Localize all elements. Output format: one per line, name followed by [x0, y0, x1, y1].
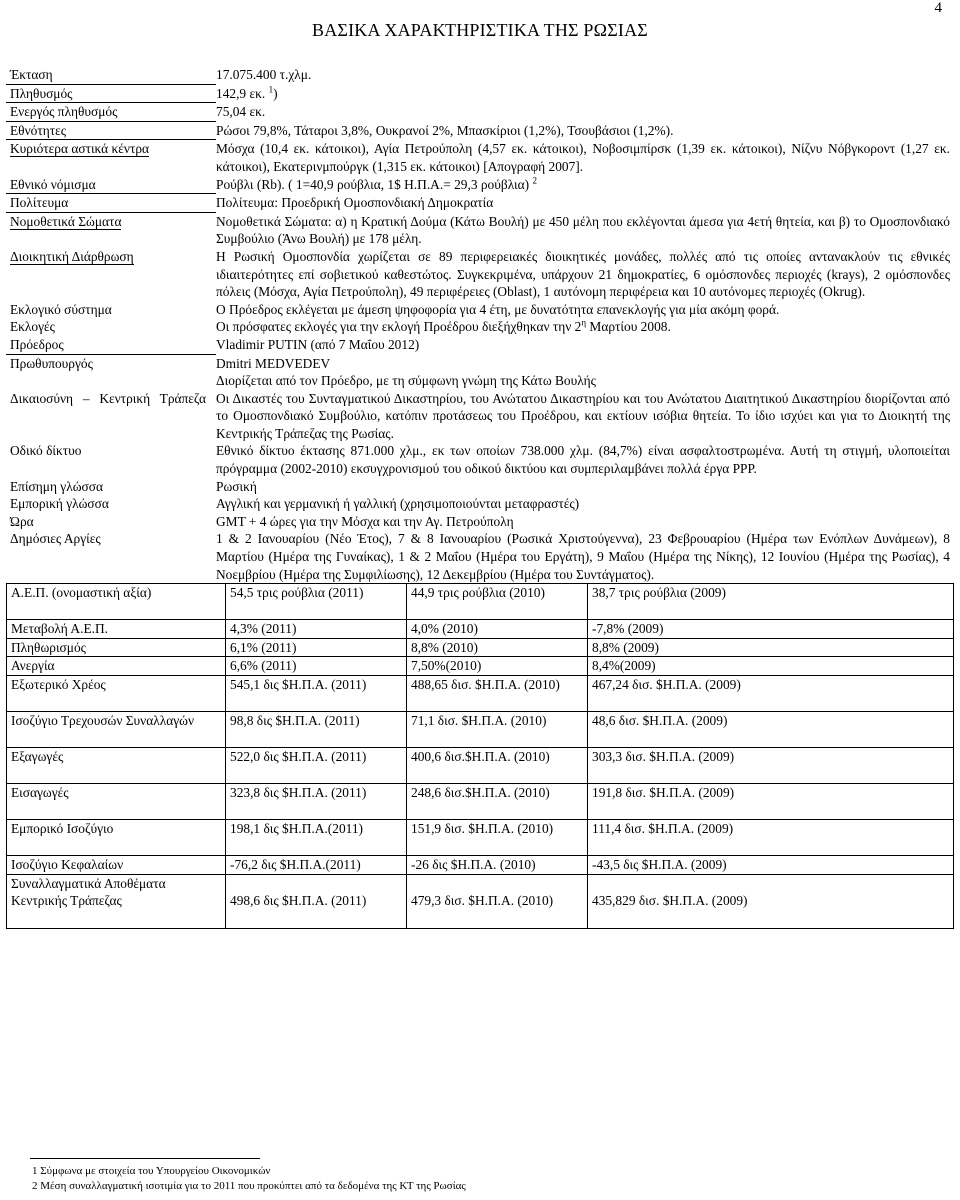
- economy-label: Εισαγωγές: [7, 784, 226, 820]
- economy-value-2010: 248,6 δισ.$Η.Π.Α. (2010): [407, 784, 588, 820]
- fact-label: Εθνότητες: [6, 122, 216, 141]
- fact-value: Η Ρωσική Ομοσπονδία χωρίζεται σε 89 περιφερειακές διοικητικές μονάδες, πολλές από τις οποίες αντανακλούν τις εθνικές ιδιαιτερότητες επί σοβιετικού καθεστώτος. Συγκεκριμένα, υπάρχουν 21 δημοκρατίες, 6 ομόσπονδες περιοχές (krays), 2 ομόσπονδες πόλεις (Μόσχα, Αγία Πετρούπολη), 49 περιφέρειες (Oblast), 1 αυτόνομη περιφέρεια και 10 αυτόνομες περιοχές (Okrug).: [216, 248, 950, 300]
- fact-label: Δικαιοσύνη – Κεντρική Τράπεζα: [10, 390, 206, 406]
- fact-value: 75,04 εκ.: [216, 104, 266, 120]
- fact-label: Διοικητική Διάρθρωση: [10, 248, 134, 264]
- economy-value-2010: 151,9 δισ. $Η.Π.Α. (2010): [407, 820, 588, 856]
- fact-row-active-population: [6, 103, 954, 122]
- economy-value-2010: 4,0% (2010): [407, 620, 588, 639]
- economy-value-2009: 38,7 τρις ρούβλια (2009): [588, 584, 954, 620]
- fact-label: Εθνικό νόμισμα: [6, 176, 216, 195]
- footnote-ref: 2: [532, 175, 537, 186]
- fact-label: Εκλογικό σύστημα: [10, 301, 112, 317]
- economy-row: [7, 638, 954, 657]
- fact-label: Πολίτευμα: [6, 194, 216, 213]
- economy-value-2011: 4,3% (2011): [226, 620, 407, 639]
- economy-row: [7, 657, 954, 676]
- economy-value-2011: 522,0 δις $Η.Π.Α. (2011): [226, 748, 407, 784]
- economy-value-2010: 479,3 δισ. $Η.Π.Α. (2010): [407, 874, 588, 928]
- fact-value: Οι πρόσφατες εκλογές για την εκλογή Προέδρου διεξήχθηκαν την $2^\eta$ Μαρτίου 2008.: [216, 317, 671, 335]
- economy-label: Συναλλαγματικά Αποθέματα Κεντρικής Τράπεζας: [7, 874, 226, 928]
- fact-value: Vladimir PUTIN (από 7 Μαΐου 2012): [216, 336, 420, 352]
- economy-value-2011: 54,5 τρις ρούβλια (2011): [226, 584, 407, 620]
- fact-row-ethnicities: [6, 122, 954, 141]
- fact-value: Εθνικό δίκτυο έκτασης 871.000 χλμ., εκ των οποίων 738.000 χλμ. (84,7%) είναι ασφαλτοστρωμένα. Αυτή τη στιγμή, υλοποιείται πρόγραμμα (2002-2010) εκσυγχρονισμού του οδικού δικτύου και συμπεριλαμβάνει πολλά έργα PPP.: [216, 443, 950, 477]
- economy-value-2010: 488,65 δισ. $Η.Π.Α. (2010): [407, 676, 588, 712]
- fact-value: Ρώσοι 79,8%, Τάταροι 3,8%, Ουκρανοί 2%, Μπασκίριοι (1,2%), Τσουβάσιοι (1,2%).: [216, 122, 674, 138]
- economy-value-2010: 8,8% (2010): [407, 638, 588, 657]
- fact-value: GMT + 4 ώρες για την Μόσχα και την Αγ. Πετρούπολη: [216, 513, 514, 529]
- fact-value: Dmitri MEDVEDEV: [216, 355, 331, 371]
- economy-label: Εμπορικό Ισοζύγιο: [7, 820, 226, 856]
- economy-value-2009: 8,4%(2009): [588, 657, 954, 676]
- fact-row-regime: [6, 194, 954, 213]
- fact-row-road-network: [6, 442, 954, 477]
- fact-value: 142,9 εκ. $^1$): [216, 84, 278, 101]
- economy-row: [7, 748, 954, 784]
- page-number: 4: [934, 0, 942, 16]
- fact-label: Πρόεδρος: [6, 336, 216, 355]
- footnotes: [32, 1164, 466, 1194]
- economy-value-2010: 71,1 δισ. $Η.Π.Α. (2010): [407, 712, 588, 748]
- page-title: ΒΑΣΙΚΑ ΧΑΡΑΚΤΗΡΙΣΤΙΚΑ ΤΗΣ ΡΩΣΙΑΣ: [312, 20, 648, 40]
- economy-row: [7, 856, 954, 875]
- fact-label: Επίσημη γλώσσα: [10, 478, 103, 494]
- fact-value: Ο Πρόεδρος εκλέγεται με άμεση ψηφοφορία για 4 έτη, με δυνατότητα επανεκλογής για μία ακόμη φορά.: [216, 301, 780, 317]
- economy-label: Ανεργία: [7, 657, 226, 676]
- economy-value-2011: 323,8 δις $Η.Π.Α. (2011): [226, 784, 407, 820]
- economy-value-2009: 467,24 δισ. $Η.Π.Α. (2009): [588, 676, 954, 712]
- economy-label: Μεταβολή Α.Ε.Π.: [7, 620, 226, 639]
- fact-label: Κυριότερα αστικά κέντρα: [10, 141, 150, 157]
- fact-label: Ώρα: [10, 513, 34, 529]
- fact-value: 17.075.400 τ.χλμ.: [216, 67, 312, 82]
- fact-value: Οι Δικαστές του Συνταγματικού Δικαστηρίου, του Ανώτατου Δικαστηρίου και του Ανώτατου Διαιτητικού Δικαστηρίου διορίζονται από το Ομοσπονδιακό Συμβούλιο, κατόπιν προτάσεως του Προέδρου, και εκτίουν ισόβια θητεία. Το ίδιο ισχύει και για το Διοικητή της Κεντρικής Τράπεζας της Ρωσίας.: [216, 390, 950, 441]
- economy-value-2009: 435,829 δισ. $Η.Π.Α. (2009): [588, 874, 954, 928]
- fact-row-business-language: [6, 495, 954, 513]
- fact-label: Εκλογές: [10, 319, 55, 335]
- fact-label: Οδικό δίκτυο: [10, 443, 82, 459]
- economy-label: Εξαγωγές: [7, 748, 226, 784]
- economy-value-2011: 6,1% (2011): [226, 638, 407, 657]
- fact-value: Αγγλική και γερμανική ή γαλλική (χρησιμοποιούνται μεταφραστές): [216, 496, 580, 512]
- footnote: 2 Μέση συναλλαγματική ισοτιμία για το 2011 που προκύπτει από τα δεδομένα της ΚΤ της Ρωσίας: [32, 1180, 466, 1192]
- fact-value: Ρωσική: [216, 478, 257, 494]
- economy-label: Ισοζύγιο Τρεχουσών Συναλλαγών: [7, 712, 226, 748]
- economy-value-2010: 44,9 τρις ρούβλια (2010): [407, 584, 588, 620]
- economy-label: Α.Ε.Π. (ονομαστική αξία): [7, 584, 226, 620]
- economy-row: [7, 784, 954, 820]
- fact-row-time: [6, 513, 954, 531]
- fact-row-holidays: [6, 530, 954, 583]
- fact-value: 1 & 2 Ιανουαρίου (Νέο Έτος), 7 & 8 Ιανουαρίου (Ρωσικά Χριστούγεννα), 23 Φεβρουαρίου (Ημέρα των Ενόπλων Δυνάμεων), 8 Μαρτίου (Ημέρα της Γυναίκας), 1 & 2 Μαΐου (Ημέρα του Εργάτη), 9 Μαΐου (Ημέρα της Νίκης), 12 Ιουνίου (Ημέρα της Ρωσίας), 4 Νοεμβρίου (Ημέρα της Συμφιλίωσης), 12 Δεκεμβρίου (Ημέρα του Συντάγματος).: [216, 531, 950, 582]
- fact-row-administration: [6, 248, 954, 301]
- fact-label: Ενεργός πληθυσμός: [6, 103, 216, 122]
- superscript: η: [581, 317, 587, 328]
- economy-value-2009: 111,4 δισ. $Η.Π.Α. (2009): [588, 820, 954, 856]
- fact-row-electoral-system: [6, 301, 954, 319]
- fact-label: Νομοθετικά Σώματα: [10, 213, 122, 229]
- footnote-ref: 1: [268, 84, 274, 95]
- economy-value-2009: 303,3 δισ. $Η.Π.Α. (2009): [588, 748, 954, 784]
- fact-row-cities: [6, 140, 954, 175]
- fact-label: Εμπορική γλώσσα: [10, 496, 109, 512]
- economy-value-2009: 48,6 δισ. $Η.Π.Α. (2009): [588, 712, 954, 748]
- economy-label: Ισοζύγιο Κεφαλαίων: [7, 856, 226, 875]
- fact-value: Διορίζεται από τον Πρόεδρο, με τη σύμφωνη γνώμη της Κάτω Βουλής: [216, 373, 596, 389]
- fact-row-pm-note: [6, 372, 954, 390]
- economy-value-2010: 400,6 δισ.$Η.Π.Α. (2010): [407, 748, 588, 784]
- fact-label: Πρωθυπουργός: [10, 355, 93, 371]
- economy-value-2011: 6,6% (2011): [226, 657, 407, 676]
- fact-value: Ρούβλι (Rb). ( 1=40,9 ρούβλια, 1$ Η.Π.Α.= 29,3 ρούβλια) $^2$: [216, 175, 537, 192]
- fact-row-prime-minister: [6, 355, 954, 373]
- economy-row: [7, 820, 954, 856]
- economy-value-2009: -43,5 δις $Η.Π.Α. (2009): [588, 856, 954, 875]
- footnote-divider: [30, 1158, 260, 1159]
- economy-row: [7, 620, 954, 639]
- economy-row: [7, 584, 954, 620]
- fact-value: Νομοθετικά Σώματα: α) η Κρατική Δούμα (Κάτω Βουλή) με 450 μέλη που εκλέγονται άμεσα για 4ετή θητεία, και β) το Ομοσπονδιακό Συμβούλιο (Άνω Βουλή) με 178 μέλη.: [216, 213, 950, 247]
- fact-row-official-language: [6, 478, 954, 496]
- fact-value: Πολίτευμα: Προεδρική Ομοσπονδιακή Δημοκρατία: [216, 195, 494, 211]
- economy-row: [7, 874, 954, 928]
- fact-row-elections: [6, 318, 954, 336]
- economy-value-2011: 198,1 δις $Η.Π.Α.(2011): [226, 820, 407, 856]
- economy-row: [7, 676, 954, 712]
- economy-value-2010: -26 δις $Η.Π.Α. (2010): [407, 856, 588, 875]
- economy-value-2011: 98,8 δις $Η.Π.Α. (2011): [226, 712, 407, 748]
- economy-value-2011: 498,6 δις $Η.Π.Α. (2011): [226, 874, 407, 928]
- economy-value-2011: -76,2 δις $Η.Π.Α.(2011): [226, 856, 407, 875]
- footnote: 1 Σύμφωνα με στοιχεία του Υπουργείου Οικονομικών: [32, 1165, 271, 1177]
- economy-value-2009: -7,8% (2009): [588, 620, 954, 639]
- fact-row-justice: [6, 390, 954, 443]
- economy-value-2010: 7,50%(2010): [407, 657, 588, 676]
- fact-label: Έκταση: [6, 66, 216, 85]
- economy-value-2009: 191,8 δισ. $Η.Π.Α. (2009): [588, 784, 954, 820]
- economy-label: Πληθωρισμός: [7, 638, 226, 657]
- economy-value-2011: 545,1 δις $Η.Π.Α. (2011): [226, 676, 407, 712]
- economy-table: [6, 583, 954, 928]
- fact-label: Δημόσιες Αργίες: [10, 531, 101, 547]
- fact-label: Πληθυσμός: [6, 85, 216, 104]
- document-body: [6, 66, 954, 929]
- economy-label: Εξωτερικό Χρέος: [7, 676, 226, 712]
- fact-row-legislature: [6, 213, 954, 248]
- economy-row: [7, 712, 954, 748]
- fact-row-president: [6, 336, 954, 355]
- economy-value-2009: 8,8% (2009): [588, 638, 954, 657]
- fact-label-empty: [6, 372, 216, 390]
- fact-row-currency: [6, 176, 954, 195]
- fact-row-population: [6, 85, 954, 104]
- fact-row-area: [6, 66, 954, 85]
- fact-value: Μόσχα (10,4 εκ. κάτοικοι), Αγία Πετρούπολη (4,57 εκ. κάτοικοι), Νοβοσιμπίρσκ (1,39 εκ. κάτοικοι), Νίζνυ Νόβγκοροντ (1,27 εκ. κάτοικοι), Εκατερινμπούργκ (1,315 εκ. κάτοικοι) [Απογραφή 2007].: [216, 141, 950, 174]
